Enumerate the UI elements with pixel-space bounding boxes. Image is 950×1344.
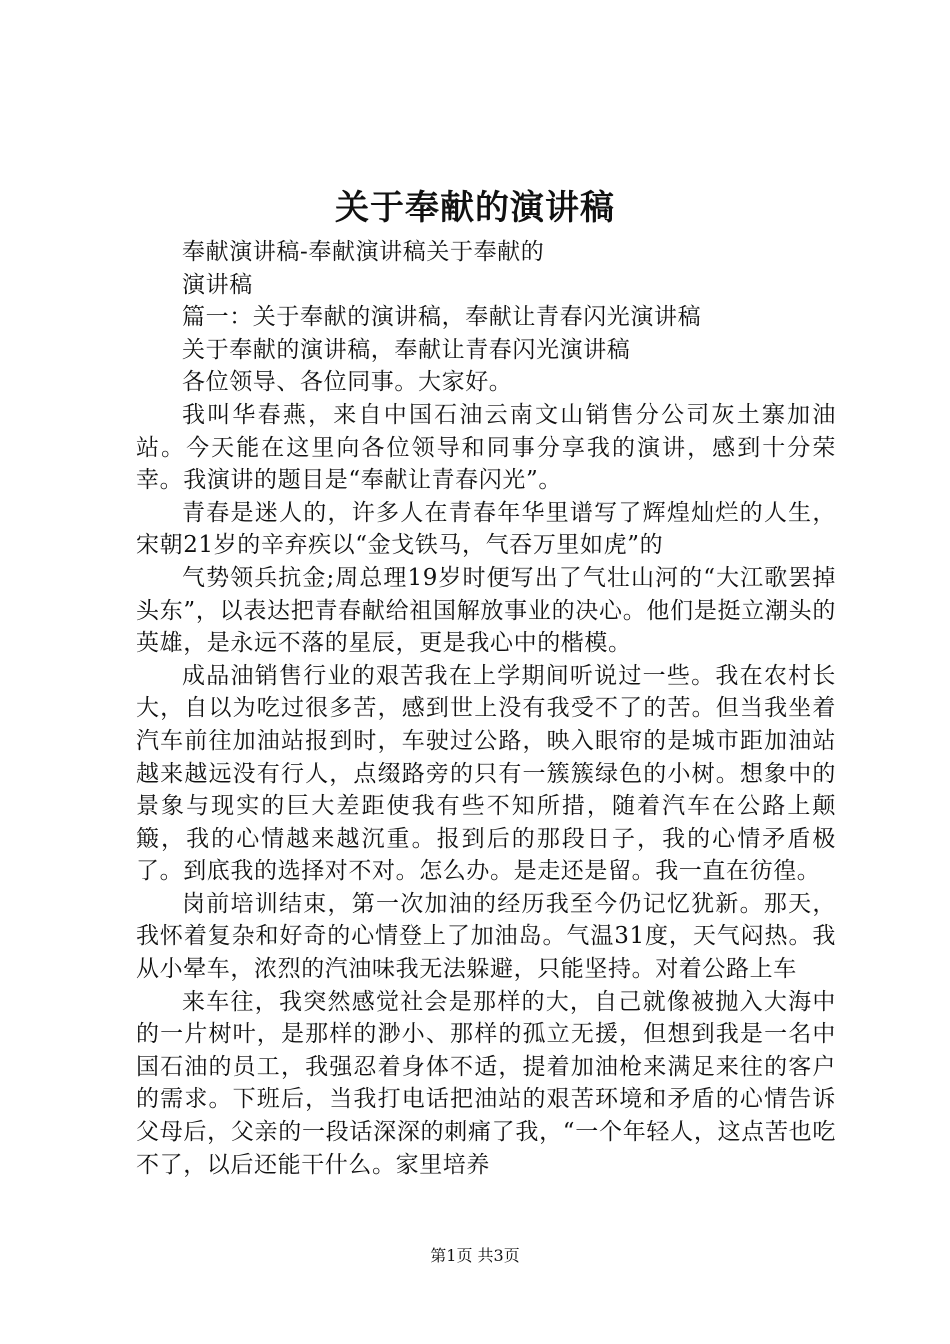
document-title: 关于奉献的演讲稿 <box>335 188 615 228</box>
paragraph: 成品油销售行业的艰苦我在上学期间听说过一些。我在农村长大，自以为吃过很多苦，感到世上没有我受不了的苦。但当我坐着汽车前往加油站报到时，车驶过公路，映入眼帘的是城市距加油站越来越远没有行人，点缀路旁的只有一簇簇绿色的小树。想象中的景象与现实的巨大差距使我有些不知所措，随着汽车在公路上颠簸，我的心情越来越沉重。报到后的那段日子，我的心情矛盾极了。到底我的选择对不对。怎么办。是走还是留。我一直在彷徨。 <box>136 662 836 885</box>
paragraph: 气势领兵抗金;周总理19岁时便写出了气壮山河的“大江歌罢掉头东”，以表达把青春献给祖国解放事业的决心。他们是挺立潮头的英雄，是永远不落的星辰，更是我心中的楷模。 <box>136 564 836 657</box>
paragraph: 我叫华春燕，来自中国石油云南文山销售分公司灰土寨加油站。今天能在这里向各位领导和同事分享我的演讲，感到十分荣幸。我演讲的题目是“奉献让青春闪光”。 <box>136 401 836 494</box>
paragraph: 青春是迷人的，许多人在青春年华里谱写了辉煌灿烂的人生，宋朝21岁的辛弃疾以“金戈铁马，气吞万里如虎”的 <box>136 499 836 559</box>
page-footer: 第1页 共3页 <box>430 1246 520 1265</box>
paragraph: 来车往，我突然感觉社会是那样的大，自己就像被抛入大海中的一片树叶，是那样的渺小、那样的孤立无援，但想到我是一名中国石油的员工，我强忍着身体不适，提着加油枪来满足来往的客户的需求。下班后，当我打电话把油站的艰苦环境和矛盾的心情告诉父母后，父亲的一段话深深的刺痛了我，“一个年轻人，这点苦也吃不了，以后还能干什么。家里培养 <box>136 988 836 1178</box>
paragraph: 各位领导、各位同事。大家好。 <box>182 369 513 396</box>
paragraph: 篇一：关于奉献的演讲稿，奉献让青春闪光演讲稿 <box>182 304 702 331</box>
paragraph: 演讲稿 <box>182 271 253 298</box>
paragraph: 奉献演讲稿-奉献演讲稿关于奉献的 <box>182 239 545 265</box>
paragraph: 关于奉献的演讲稿，奉献让青春闪光演讲稿 <box>182 336 631 363</box>
paragraph: 岗前培训结束，第一次加油的经历我至今仍记忆犹新。那天，我怀着复杂和好奇的心情登上了加油岛。气温31度，天气闷热。我从小晕车，浓烈的汽油味我无法躲避，只能坚持。对着公路上车 <box>136 890 836 983</box>
document-body <box>136 236 836 1181</box>
